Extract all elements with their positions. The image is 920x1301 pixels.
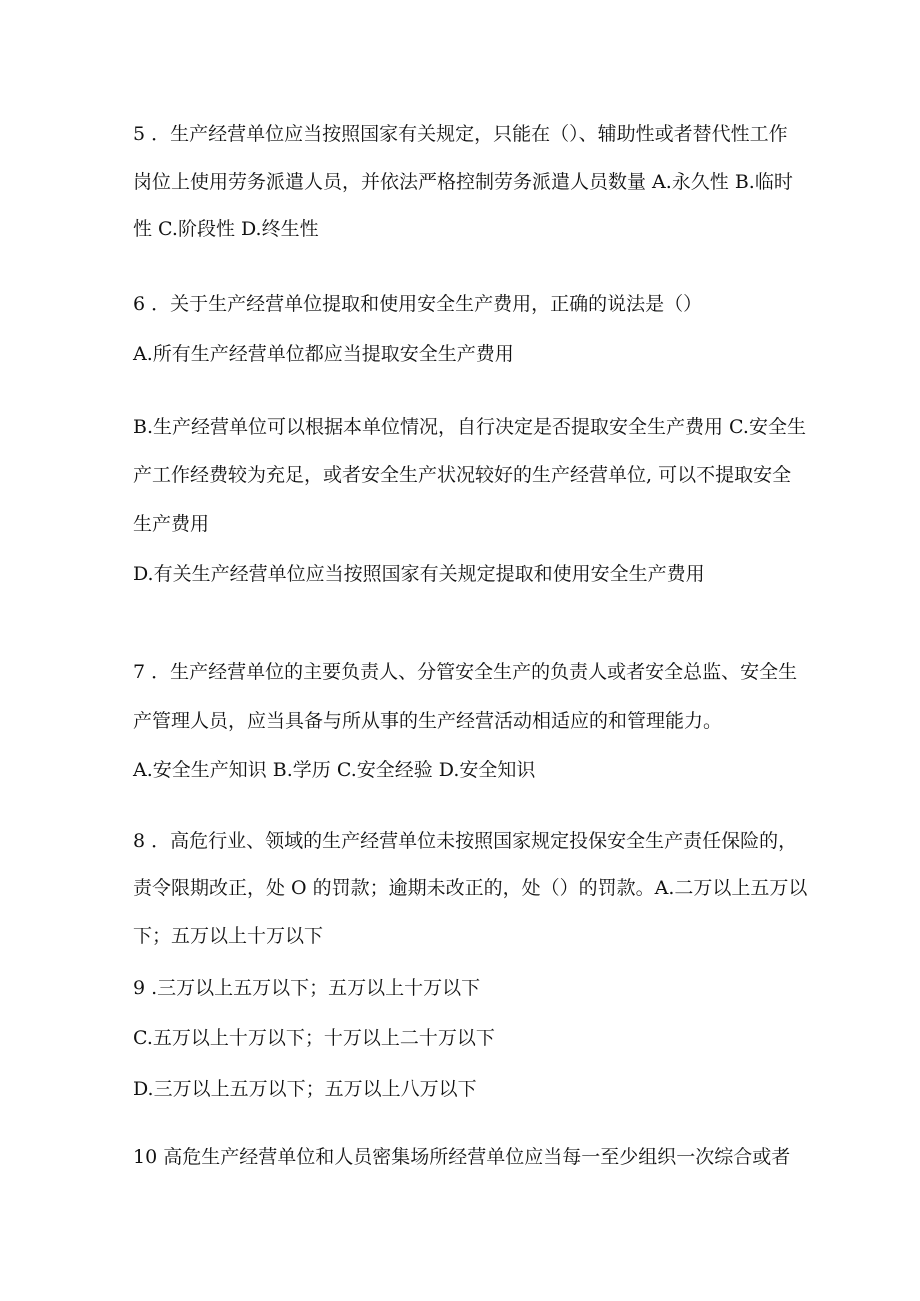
q6-option-b-line-1: B.生产经营单位可以根据本单位情况，自行决定是否提取安全生产费用 C.安全生 [133,416,806,438]
option-d-line: D.三万以上五万以下；五万以上八万以下 [133,1078,477,1100]
q5-line-1: 5 ．生产经营单位应当按照国家有关规定，只能在（）、辅助性或者替代性工作 [133,123,788,145]
q6-option-d: D.有关生产经营单位应当按照国家有关规定提取和使用安全生产费用 [133,563,705,585]
q8-line-3: 下；五万以上十万以下 [133,925,324,947]
q7-options: A.安全生产知识 B.学历 C.安全经验 D.安全知识 [133,759,536,781]
q7-line-1: 7 ．生产经营单位的主要负责人、分管安全生产的负责人或者安全总监、安全生 [133,661,798,683]
q5-line-3: 性 C.阶段性 D.终生性 [133,218,319,240]
q6-option-a: A.所有生产经营单位都应当提取安全生产费用 [133,343,514,365]
option-c-line: C.五万以上十万以下；十万以上二十万以下 [133,1027,495,1049]
q6-stem: 6 ．关于生产经营单位提取和使用安全生产费用，正确的说法是（） [133,293,703,315]
q7-line-2: 产管理人员，应当具备与所从事的生产经营活动相适应的和管理能力。 [133,710,723,732]
q8-line-2: 责令限期改正，处 O 的罚款；逾期未改正的，处（）的罚款。A.二万以上五万以 [133,877,808,899]
q9-line: 9 .三万以上五万以下；五万以上十万以下 [133,977,481,999]
q10-line-1: 10 高危生产经营单位和人员密集场所经营单位应当每一至少组织一次综合或者 [133,1146,791,1168]
q8-line-1: 8 ．高危行业、领域的生产经营单位未按照国家规定投保安全生产责任保险的， [133,830,798,852]
q5-line-2: 岗位上使用劳务派遣人员，并依法严格控制劳务派遣人员数量 A.永久性 B.临时 [133,171,793,193]
q6-option-b-line-3: 生产费用 [133,513,210,535]
q6-option-b-line-2: 产工作经费较为充足，或者安全生产状况较好的生产经营单位, 可以不提取安全 [133,464,792,486]
